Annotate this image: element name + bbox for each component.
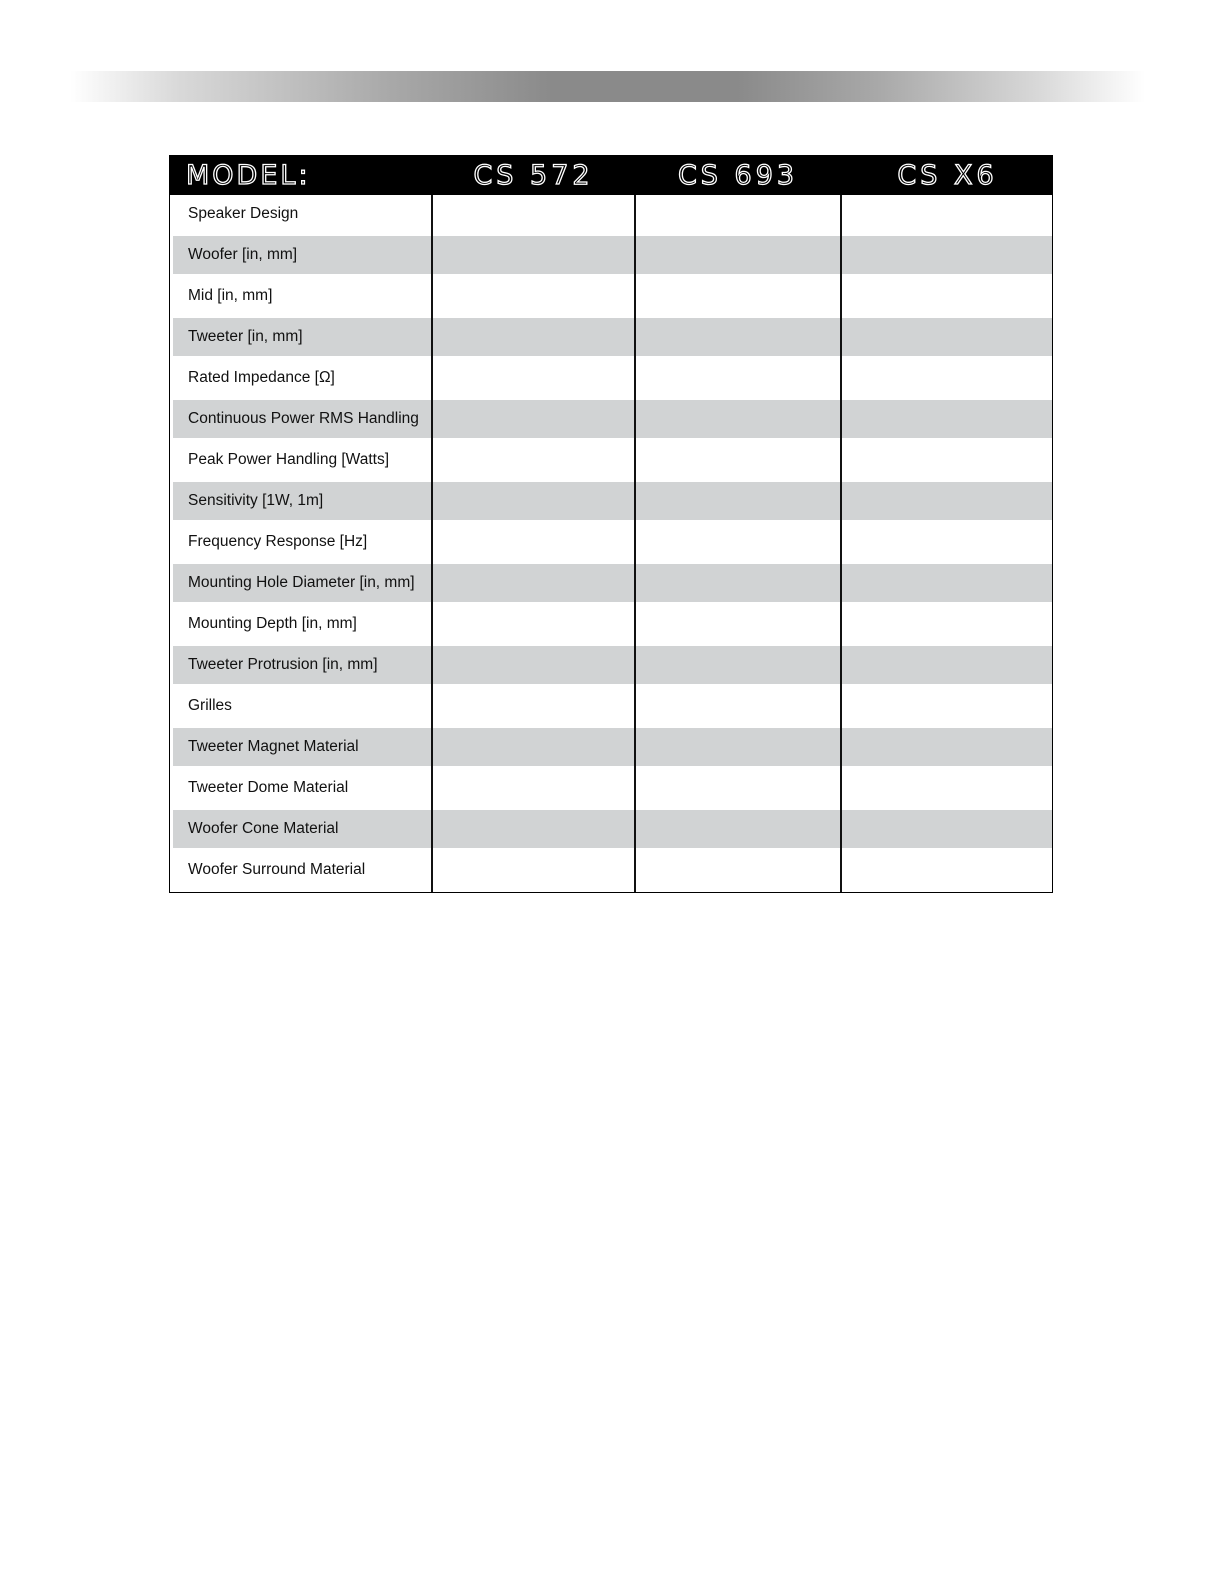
cell-cs-693 bbox=[635, 359, 841, 397]
cell-cs-x6 bbox=[841, 523, 1054, 561]
cell-cs-572 bbox=[432, 236, 635, 274]
row-label: Grilles bbox=[188, 697, 232, 714]
cell-cs-x6 bbox=[841, 687, 1054, 725]
cell-cs-693 bbox=[635, 236, 841, 274]
cell-cs-572 bbox=[432, 318, 635, 356]
cell-cs-572 bbox=[432, 810, 635, 848]
cell-cs-x6 bbox=[841, 564, 1054, 602]
table-header-row bbox=[170, 156, 1052, 195]
row-label: Tweeter Magnet Material bbox=[188, 738, 359, 755]
cell-cs-572 bbox=[432, 564, 635, 602]
table-row bbox=[170, 236, 1052, 277]
cell-cs-572 bbox=[432, 687, 635, 725]
row-label: Speaker Design bbox=[188, 205, 299, 222]
cell-cs-x6 bbox=[841, 400, 1054, 438]
row-label: Woofer Surround Material bbox=[188, 861, 366, 878]
column-divider bbox=[431, 195, 433, 892]
cell-cs-693 bbox=[635, 769, 841, 807]
cell-cs-693 bbox=[635, 687, 841, 725]
cell-cs-693 bbox=[635, 851, 841, 889]
cell-cs-572 bbox=[432, 482, 635, 520]
cell-cs-693 bbox=[635, 318, 841, 356]
cell-cs-693 bbox=[635, 564, 841, 602]
cell-cs-572 bbox=[432, 400, 635, 438]
cell-cs-572 bbox=[432, 441, 635, 479]
table-row bbox=[170, 523, 1052, 564]
cell-cs-572 bbox=[432, 523, 635, 561]
table-row bbox=[170, 441, 1052, 482]
row-label: Peak Power Handling [Watts] bbox=[188, 451, 390, 468]
header-model-label: MODEL: bbox=[186, 160, 311, 191]
cell-cs-693 bbox=[635, 728, 841, 766]
row-label: Continuous Power RMS Handling bbox=[188, 410, 419, 427]
row-label: Frequency Response [Hz] bbox=[188, 533, 368, 550]
row-label: Tweeter [in, mm] bbox=[188, 328, 303, 345]
row-label: Rated Impedance [Ω] bbox=[188, 369, 335, 386]
row-label: Woofer [in, mm] bbox=[188, 246, 298, 263]
column-divider bbox=[634, 195, 636, 892]
cell-cs-693 bbox=[635, 523, 841, 561]
column-divider bbox=[840, 195, 842, 892]
table-row bbox=[170, 482, 1052, 523]
table-row bbox=[170, 195, 1052, 236]
cell-cs-x6 bbox=[841, 359, 1054, 397]
cell-cs-x6 bbox=[841, 728, 1054, 766]
top-gradient-bar bbox=[70, 71, 1145, 102]
cell-cs-693 bbox=[635, 810, 841, 848]
cell-cs-x6 bbox=[841, 605, 1054, 643]
row-label: Sensitivity [1W, 1m] bbox=[188, 492, 324, 509]
row-label: Woofer Cone Material bbox=[188, 820, 339, 837]
cell-cs-572 bbox=[432, 195, 635, 233]
table-row bbox=[170, 359, 1052, 400]
row-label: Tweeter Protrusion [in, mm] bbox=[188, 656, 378, 673]
table-row bbox=[170, 687, 1052, 728]
row-label: Tweeter Dome Material bbox=[188, 779, 349, 796]
cell-cs-572 bbox=[432, 605, 635, 643]
table-row bbox=[170, 564, 1052, 605]
table-row bbox=[170, 400, 1052, 441]
cell-cs-572 bbox=[432, 646, 635, 684]
cell-cs-x6 bbox=[841, 646, 1054, 684]
cell-cs-693 bbox=[635, 646, 841, 684]
cell-cs-693 bbox=[635, 400, 841, 438]
cell-cs-x6 bbox=[841, 482, 1054, 520]
table-row bbox=[170, 769, 1052, 810]
header-model-cs-x6: CS X6 bbox=[897, 160, 998, 191]
header-model-cs-572: CS 572 bbox=[473, 160, 594, 191]
cell-cs-572 bbox=[432, 728, 635, 766]
cell-cs-x6 bbox=[841, 277, 1054, 315]
table-row bbox=[170, 728, 1052, 769]
table-row bbox=[170, 646, 1052, 687]
cell-cs-572 bbox=[432, 769, 635, 807]
cell-cs-693 bbox=[635, 277, 841, 315]
table-row bbox=[170, 810, 1052, 851]
row-label: Mounting Depth [in, mm] bbox=[188, 615, 357, 632]
cell-cs-693 bbox=[635, 605, 841, 643]
spec-table bbox=[169, 155, 1053, 893]
cell-cs-693 bbox=[635, 195, 841, 233]
cell-cs-572 bbox=[432, 851, 635, 889]
cell-cs-572 bbox=[432, 277, 635, 315]
cell-cs-572 bbox=[432, 359, 635, 397]
cell-cs-x6 bbox=[841, 851, 1054, 889]
cell-cs-x6 bbox=[841, 236, 1054, 274]
header-model-cs-693: CS 693 bbox=[677, 160, 799, 191]
cell-cs-x6 bbox=[841, 195, 1054, 233]
table-row bbox=[170, 605, 1052, 646]
table-row bbox=[170, 851, 1052, 892]
cell-cs-x6 bbox=[841, 810, 1054, 848]
row-label: Mid [in, mm] bbox=[188, 287, 273, 304]
table-row bbox=[170, 277, 1052, 318]
cell-cs-x6 bbox=[841, 441, 1054, 479]
cell-cs-x6 bbox=[841, 318, 1054, 356]
row-label: Mounting Hole Diameter [in, mm] bbox=[188, 574, 415, 591]
cell-cs-693 bbox=[635, 441, 841, 479]
cell-cs-x6 bbox=[841, 769, 1054, 807]
cell-cs-693 bbox=[635, 482, 841, 520]
table-row bbox=[170, 318, 1052, 359]
